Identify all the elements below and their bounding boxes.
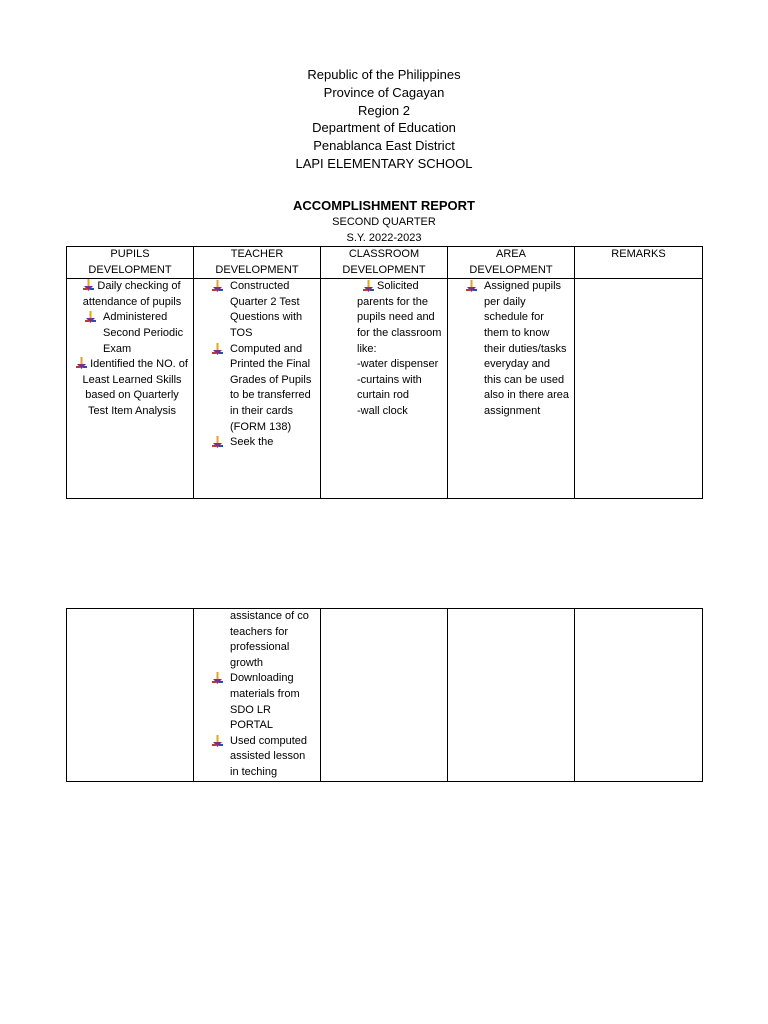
list-item <box>198 279 316 341</box>
list-item <box>71 310 189 357</box>
report-school-year: S.Y. 2022-2023 <box>346 232 422 244</box>
list-item-text: Seek the <box>230 436 274 449</box>
arrow-bullet-icon <box>76 357 87 369</box>
arrow-bullet-icon <box>466 280 477 292</box>
accomplishment-table <box>66 246 703 499</box>
classroom-cell <box>321 609 448 782</box>
column-header-area <box>448 247 575 279</box>
table-header-row <box>67 247 703 279</box>
classroom-need-item: -wall clock <box>357 404 408 417</box>
header-label: DEVELOPMENT <box>342 263 426 276</box>
list-item-text: Administered Second Periodic Exam <box>103 311 184 355</box>
header-label: DEVELOPMENT <box>88 263 172 276</box>
column-header-classroom <box>321 247 448 279</box>
area-cell <box>448 609 575 782</box>
pupils-cell <box>67 279 194 499</box>
classroom-cell <box>321 279 448 499</box>
list-item <box>71 279 189 310</box>
header-line-province: Province of Cagayan <box>323 84 445 100</box>
column-header-remarks <box>575 247 703 279</box>
header-line-department: Department of Education <box>312 120 456 136</box>
list-item <box>452 279 570 419</box>
arrow-bullet-icon <box>212 672 223 684</box>
header-line-region: Region 2 <box>357 102 411 118</box>
list-item <box>198 671 316 733</box>
list-item-text: Solicited parents for the pupils need and for the classroom like: <box>357 280 442 355</box>
accomplishment-table-continued <box>66 608 703 782</box>
header-label: DEVELOPMENT <box>469 263 553 276</box>
list-item <box>198 734 316 781</box>
report-title: ACCOMPLISHMENT REPORT <box>293 198 475 213</box>
arrow-bullet-icon <box>212 436 223 448</box>
header-line-school: LAPI ELEMENTARY SCHOOL <box>295 155 473 171</box>
arrow-bullet-icon <box>83 279 94 291</box>
arrow-bullet-icon <box>85 311 96 323</box>
pupils-cell <box>67 609 194 782</box>
column-header-pupils <box>67 247 194 279</box>
list-item <box>198 435 316 451</box>
classroom-need-item: -curtains with curtain rod <box>357 373 422 402</box>
list-item-text: Downloading materials from SDO LR PORTAL <box>230 672 300 732</box>
remarks-cell <box>575 609 703 782</box>
remarks-cell <box>575 279 703 499</box>
list-item <box>325 279 443 357</box>
report-quarter: SECOND QUARTER <box>332 216 436 228</box>
list-item-text: Daily checking of attendance of pupils <box>82 280 182 308</box>
list-item <box>71 357 189 419</box>
header-label: AREA <box>496 248 526 260</box>
table-row <box>67 279 703 499</box>
list-item-text: Used computed assisted lesson in teching <box>230 734 308 778</box>
arrow-bullet-icon <box>212 735 223 747</box>
arrow-bullet-icon <box>212 280 223 292</box>
header-label: TEACHER <box>230 248 284 260</box>
list-item <box>198 342 316 436</box>
table-row <box>67 609 703 782</box>
list-item-text: Computed and Printed the Final Grades of Pupils to be transferred in their cards (FORM 138) <box>230 342 312 433</box>
header-line-district: Penablanca East District <box>313 138 455 154</box>
list-item-text: Constructed Quarter 2 Test Questions with TOS <box>230 280 303 339</box>
header-line-republic: Republic of the Philippines <box>307 67 461 82</box>
header-label: PUPILS <box>110 248 150 260</box>
teacher-cell <box>194 609 321 782</box>
header-label: CLASSROOM <box>348 248 420 260</box>
list-item-continuation: assistance of co teachers for professional growth <box>230 610 309 669</box>
list-item-text: Assigned pupils per daily schedule for them to know their duties/tasks everyday and this can be used also in there area assignment <box>484 280 569 417</box>
header-label: REMARKS <box>611 248 666 260</box>
header-label: DEVELOPMENT <box>215 263 299 276</box>
letterhead <box>0 66 768 173</box>
column-header-teacher <box>194 247 321 279</box>
area-cell <box>448 279 575 499</box>
list-item-text: Identified the NO. of Least Learned Skills based on Quarterly Test Item Analysis <box>82 358 188 417</box>
classroom-need-item: -water dispenser <box>357 358 439 371</box>
arrow-bullet-icon <box>363 280 374 292</box>
teacher-cell <box>194 279 321 499</box>
arrow-bullet-icon <box>212 343 223 355</box>
